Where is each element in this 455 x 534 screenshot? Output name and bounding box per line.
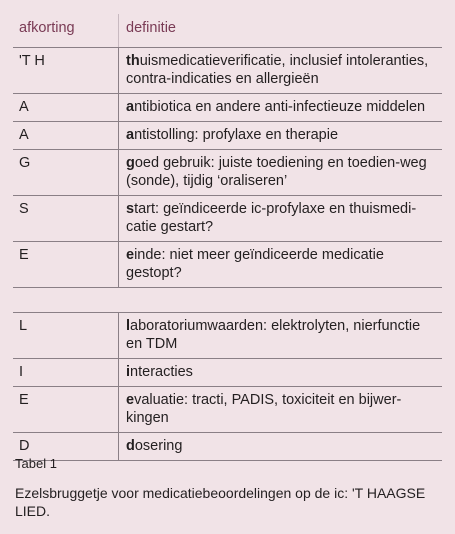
abbreviation-cell: E xyxy=(19,392,29,408)
abbreviation-cell: D xyxy=(19,438,30,454)
table-row xyxy=(13,196,442,242)
definition-cell xyxy=(118,94,442,121)
definition-cell xyxy=(118,196,442,241)
abbreviation-cell: E xyxy=(19,247,29,263)
mnemonic-letter: a xyxy=(126,99,135,115)
definition-text: ntistolling: profylaxe en therapie xyxy=(134,127,339,143)
mnemonic-letter: e xyxy=(126,247,135,263)
definition-cell xyxy=(118,242,442,287)
mnemonic-letter: i xyxy=(126,364,131,380)
definition-text: osering xyxy=(134,438,183,454)
abbreviation-cell: S xyxy=(19,201,29,217)
table-row xyxy=(13,313,442,359)
definition-text: ntibiotica en andere anti-infectieuze middelen xyxy=(134,99,426,115)
mnemonic-letter: s xyxy=(126,201,135,217)
mnemonic-letter: l xyxy=(126,318,131,334)
mnemonic-letter: th xyxy=(126,53,140,69)
definition-text: tart: geïndiceerde ic-profylaxe en thuismedi-catie gestart? xyxy=(126,201,417,235)
definition-text: inde: niet meer geïndiceerde medicatie gestopt? xyxy=(126,247,384,281)
definition-text: valuatie: tracti, PADIS, toxiciteit en bijwer-kingen xyxy=(126,392,402,426)
definition-cell xyxy=(118,48,442,93)
header-abbreviation: afkorting xyxy=(19,20,75,36)
table-row xyxy=(13,242,442,288)
definition-text: oed gebruik: juiste toediening en toedien-weg (sonde), tijdig ‘oraliseren’ xyxy=(126,155,427,189)
group-separator xyxy=(13,288,442,313)
definition-cell xyxy=(118,122,442,149)
table-group-2 xyxy=(13,313,442,461)
table-row xyxy=(13,433,442,461)
definition-cell xyxy=(118,433,442,460)
definition-text: uismedicatieverificatie, inclusief intoleranties, contra-indicaties en allergieën xyxy=(126,53,429,87)
table-row xyxy=(13,150,442,196)
mnemonic-letter: a xyxy=(126,127,135,143)
table-group-1 xyxy=(13,48,442,288)
abbreviation-cell: A xyxy=(19,127,29,143)
table-row xyxy=(13,359,442,387)
definition-cell xyxy=(118,387,442,432)
mnemonic-letter: g xyxy=(126,155,135,171)
mnemonic-letter: d xyxy=(126,438,135,454)
header-definition: definitie xyxy=(118,14,442,47)
abbreviation-cell: L xyxy=(19,318,28,334)
definition-cell xyxy=(118,150,442,195)
abbreviation-cell: 'T H xyxy=(19,53,45,69)
definition-cell xyxy=(118,313,442,358)
abbreviation-cell: I xyxy=(19,364,24,380)
table-row xyxy=(13,387,442,433)
table-row xyxy=(13,94,442,122)
abbreviation-cell: G xyxy=(19,155,31,171)
table-row xyxy=(13,122,442,150)
mnemonic-letter: e xyxy=(126,392,135,408)
table-row xyxy=(13,48,442,94)
definition-text: aboratoriumwaarden: elektrolyten, nierfunctie en TDM xyxy=(126,318,421,352)
table-header xyxy=(13,14,442,48)
definition-cell xyxy=(118,359,442,386)
definition-text: nteracties xyxy=(130,364,193,380)
table-label: Tabel 1 xyxy=(15,456,57,471)
abbreviation-cell: A xyxy=(19,99,29,115)
table-caption: Ezelsbruggetje voor medicatiebeoordelingen op de ic: 'T HAAGSE LIED. xyxy=(15,485,426,519)
